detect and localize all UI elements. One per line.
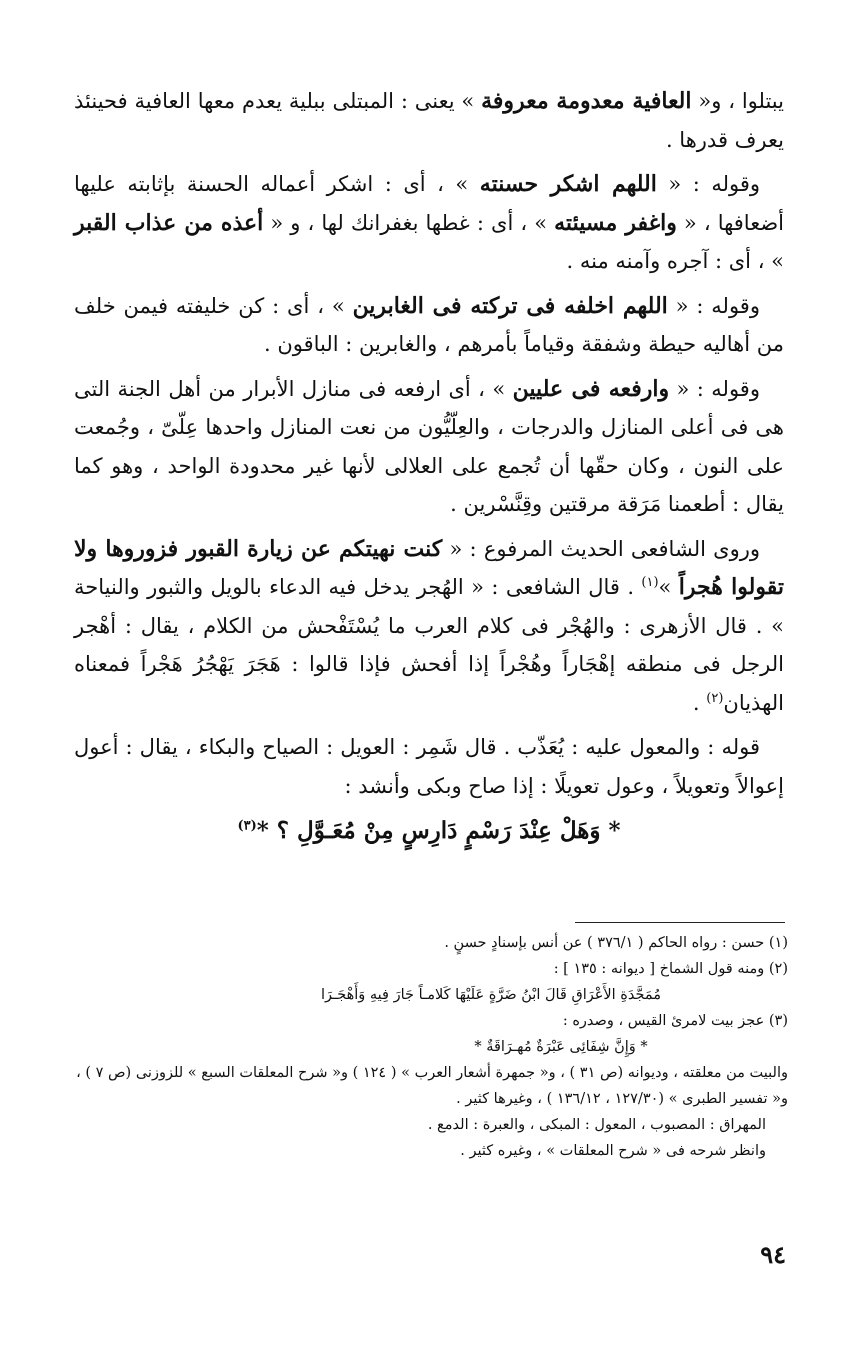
footnote-2-poem: مُمَجَّدَةِ الأَعْرَاقِ قَالَ ابْنُ ضَرَّةٍ عَلَيْهَا كَلامـاً جَارَ فِيهِ وَأَهْجَـرَا <box>320 987 662 1003</box>
footnote-ref-1: (١) <box>641 575 659 590</box>
footnote-separator <box>575 922 785 923</box>
text-run: » ، أى : اشكر أعماله الحسنة بإثابته عليها أضعافها ، « <box>74 172 785 235</box>
text-run: » ، أى : كن خليفته فيمن خلف من أهاليه حيطة وشفقة وقياماً بأمرهم ، والغابرين : الباقون . <box>74 293 784 356</box>
bold-quote: واغفر مسيئته <box>554 209 677 236</box>
footnote-1: (١) حسن : رواه الحاكم ( ٣٧٦/١ ) عن أنس بإسنادٍ حسنٍ . <box>444 935 788 951</box>
text-run: وقوله : « <box>669 376 760 401</box>
text-run: وروى الشافعى الحديث المرفوع : « <box>442 536 760 561</box>
text-run: » يعنى : المبتلى ببلية يعدم معها العافية فحينئذ يعرف قدرها . <box>74 89 784 152</box>
text-run: . <box>692 690 707 715</box>
text-run: » <box>658 575 679 599</box>
footnote-3: (٣) عجز بيت لامرئ القيس ، وصدره : <box>562 1013 788 1029</box>
text-run: يبتلوا ، و« <box>691 89 784 113</box>
bold-quote: كنت نهيتكم عن زيارة القبور فزوروها ولا تقولوا هُجراً <box>74 535 784 600</box>
text-run: وقوله : « <box>667 293 760 318</box>
bold-quote: العافية معدومة معروفة <box>481 88 692 114</box>
bold-quote: اللهم اخلفه فى تركته فى الغابرين <box>352 292 668 319</box>
paragraph-4 <box>74 370 784 524</box>
verse-text: * وَهَلْ عِنْدَ رَسْمٍ دَارِسٍ مِنْ مُعَـوَّلِ ؟ * <box>256 817 621 844</box>
footnote-3-hemistich: * وَإِنَّ شِفَائِى عَبْرَةٌ مُهـرَاقَةٌ * <box>474 1039 648 1055</box>
verse-line <box>74 811 784 851</box>
footnote-2: (٢) ومنه قول الشماخ [ ديوانه : ١٣٥ ] : <box>553 961 788 977</box>
paragraph-5 <box>74 530 784 723</box>
footnote-ref-2: (٢) <box>706 690 724 706</box>
footnote-3-gloss: المهراق : المصبوب ، المعول : المبكى ، والعبرة : الدمع . <box>427 1117 766 1133</box>
bold-quote: اللهم اشكر حسنته <box>479 171 657 197</box>
text-run: » ، أى : غطها بغفرانك لها ، و « <box>263 210 555 235</box>
main-text <box>74 82 784 851</box>
paragraph-6: قوله : والمعول عليه : يُعَذّب . قال شَمِر : العويل : الصياح والبكاء ، يقال : أعول إعوالاً وتعويلاً ، وعول تعويلًا : إذا صاح وبكى وأنشد : <box>74 735 784 798</box>
footnote-3-see: وانظر شرحه فى « شرح المعلقات » ، وغيره كثير . <box>460 1143 766 1159</box>
paragraph-1 <box>74 82 784 159</box>
footnotes <box>74 930 788 1164</box>
footnote-ref-3: (٣) <box>237 818 257 834</box>
text-run: وقوله : « <box>656 172 761 196</box>
text-run: » ، أى : آجره وآمنه منه . <box>566 249 784 273</box>
footnote-3-sources: والبيت من معلقته ، وديوانه (ص ٣١ ) ، و« جمهرة أشعار العرب » ( ١٢٤ ) و« شرح المعلقات السبع » للزوزنى (ص ٧ ) ، و« تفسير الطبرى » (١٢٧/٣٠ ، ١٣٦/١٢ ) ، وغيرها كثير . <box>76 1065 788 1107</box>
paragraph-3 <box>74 287 784 364</box>
text-run: » ، أى ارفعه فى منازل الأبرار من أهل الجنة التى هى فى أعلى المنازل والدرجات ، والعِلّيُّون من نعت المنازل واحدها عِلّىّ ، وجُمعت على النون ، وكان حقّها أن تُجمع على العلالى لأنها غير محدودة الواحد ، وهو كما يقال : أطعمنا مَرَقة مرقتين وقِنَّسْرين . <box>74 376 784 516</box>
paragraph-2 <box>74 165 784 281</box>
bold-quote: أعذه من عذاب القبر <box>74 209 264 236</box>
page-number: ٩٤ <box>760 1240 786 1269</box>
bold-quote: وارفعه فى عليين <box>512 375 670 402</box>
text-run: . قال الشافعى : « الهُجر يدخل فيه الدعاء بالويل والثبور والنياحة » . قال الأزهرى : والهُجْر فى كلام العرب ما يُسْتَفْحش من الكلام ، يقال : أهْجر الرجل فى منطقه إهْجَاراً وهُجْراً إذا أفحش فإذا قالوا : هَجَرَ يَهْجُرُ هَجْراً فمعناه الهذيان <box>74 575 784 715</box>
